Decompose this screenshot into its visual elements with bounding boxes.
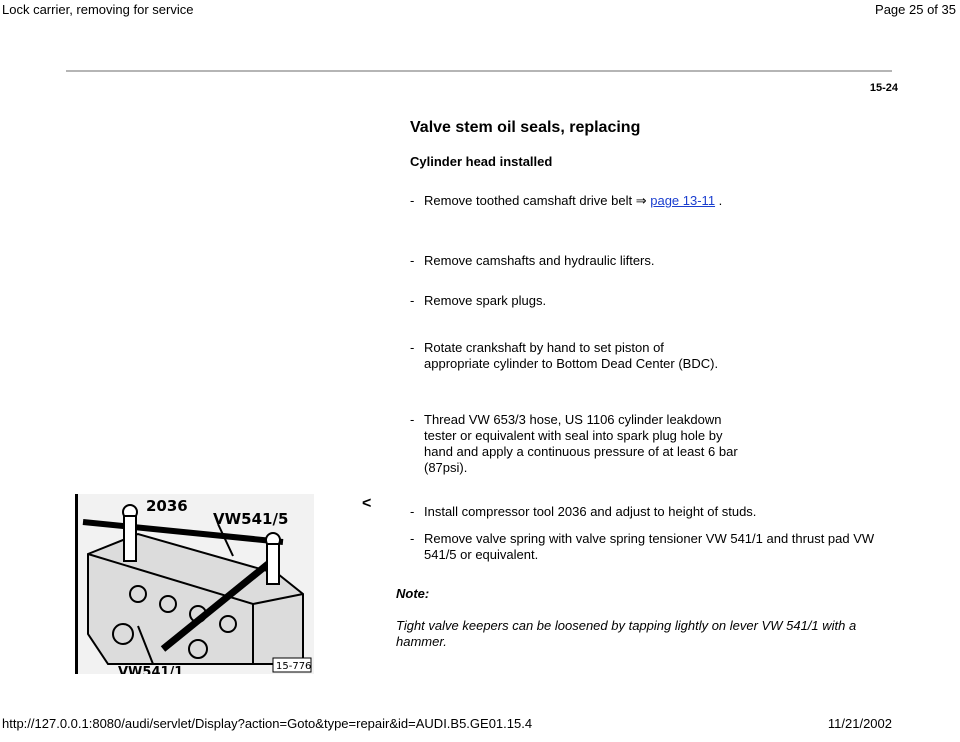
header-divider: [66, 70, 892, 72]
footer-date: 11/21/2002: [827, 716, 892, 731]
page-number: 15-24: [869, 82, 898, 94]
header-title: Lock carrier, removing for service: [2, 2, 194, 17]
page-13-11-link[interactable]: page 13-11: [650, 193, 716, 208]
step-remove-drive-belt: - Remove toothed camshaft drive belt ⇒ page 13-11 .: [410, 193, 723, 208]
step-thread-hose: - Thread VW 653/3 hose, US 1106 cylinder leakdown tester or equivalent with seal into spark plug hole by hand and apply a continuous pressure of at least 6 bar (87psi).: [410, 412, 738, 475]
label-vw541-5: VW541/5: [213, 510, 289, 528]
cylinder-head-figure: [75, 494, 314, 674]
label-vw541-1: VW541/1: [118, 665, 184, 674]
cylinder-head-drawing: [78, 494, 314, 674]
step-install-compressor: - Install compressor tool 2036 and adjust to height of studs.: [410, 504, 757, 519]
step-remove-valve-spring: - Remove valve spring with valve spring tensioner VW 541/1 and thrust pad VW 541/5 or equivalent.: [410, 531, 875, 562]
step-remove-camshafts: - Remove camshafts and hydraulic lifters.: [410, 253, 655, 268]
note-text: Tight valve keepers can be loosened by tapping lightly on lever VW 541/1 with a hammer.: [396, 618, 857, 649]
figure-number: 15-776: [276, 661, 312, 672]
section-subtitle: Cylinder head installed: [410, 154, 553, 169]
footer-url: http://127.0.0.1:8080/audi/servlet/Display?action=Goto&type=repair&id=AUDI.B5.GE01.15.4: [2, 716, 533, 731]
step-remove-spark-plugs: - Remove spark plugs.: [410, 293, 547, 308]
note-heading: Note:: [396, 586, 430, 601]
header-page-count: Page 25 of 35: [875, 2, 956, 17]
figure-pointer-icon: <: [362, 495, 372, 512]
section-title: Valve stem oil seals, replacing: [410, 119, 641, 136]
step-rotate-crankshaft: - Rotate crankshaft by hand to set piston of appropriate cylinder to Bottom Dead Center (BDC).: [410, 340, 719, 371]
label-2036: 2036: [146, 497, 188, 515]
